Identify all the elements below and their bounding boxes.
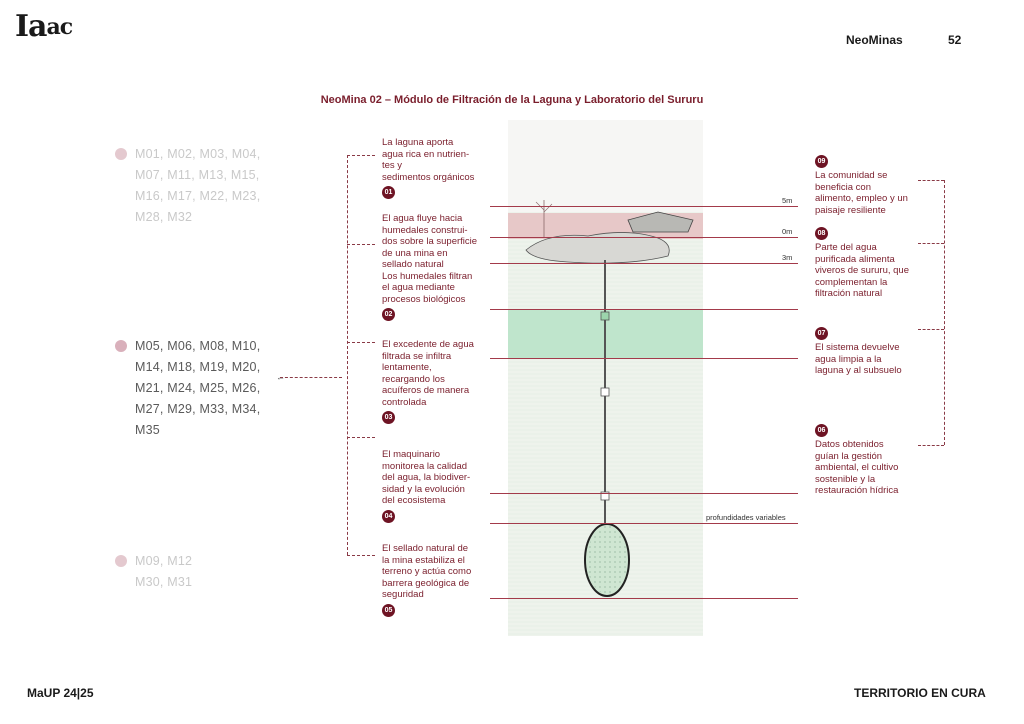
bracket-tick [347,155,375,156]
group-line: M05, M06, M08, M10, [135,339,261,353]
note-09: 09 La comunidad se beneficia con alimento, empleo y un paisaje resiliente [815,155,945,216]
step-badge: 06 [815,424,828,437]
group-dot [115,555,127,567]
cross-section-drawing [508,120,703,636]
group-line: M27, M29, M33, M34, [135,402,261,416]
page-number: 52 [948,33,962,47]
level-label-3m: 3m [782,253,793,262]
sky-area [508,120,703,212]
step-badge: 04 [382,510,395,523]
level-line-3m [490,263,798,264]
step-badge: 08 [815,227,828,240]
group-line: M07, M11, M13, M15, [135,168,260,182]
level-line-0m [490,237,798,238]
note-02: El agua fluye hacia humedales construi- dos sobre la superficie de una mina en sellado natural Los humedales filtran el agua mediante procesos biológicos 02 [382,213,497,321]
note-07: 07 El sistema devuelve agua limpia a la laguna y al subsuelo [815,327,945,377]
section-title: NeoMinas [846,33,903,47]
note-03: El excedente de agua filtrada se infiltra lentamente, recargando los acuíferos de manera controlada 03 [382,339,497,424]
diagram-title: NeoMina 02 – Módulo de Filtración de la Laguna y Laboratorio del Sururu [320,94,704,106]
sensor-icon [601,312,609,320]
left-bracket [347,155,348,555]
footer-program: MaUP 24|25 [27,686,94,700]
sensor-icon [601,388,609,396]
level-line [490,493,798,494]
bracket-tick [347,437,375,438]
note-04: El maquinario monitorea la calidad del agua, la biodiver- sidad y la evolución del ecosistema 04 [382,449,497,523]
step-badge: 02 [382,308,395,321]
step-badge: 03 [382,411,395,424]
note-01: La laguna aporta agua rica en nutrien- tes y sedimentos orgánicos 01 [382,137,497,199]
group-line: M28, M32 [135,210,193,224]
step-badge: 09 [815,155,828,168]
step-badge: 01 [382,186,395,199]
level-line-deep [490,523,798,524]
group-line: M21, M24, M25, M26, [135,381,261,395]
group-line: M16, M17, M22, M23, [135,189,261,203]
level-label-0m: 0m [782,227,793,236]
right-bracket [944,180,945,445]
step-badge: 07 [815,327,828,340]
group-dot [115,340,127,352]
level-line-5m [490,206,798,207]
group-line: M14, M18, M19, M20, [135,360,261,374]
group-connector [280,377,342,378]
level-line [490,358,798,359]
note-06: 06 Datos obtenidos guían la gestión ambiental, el cultivo sostenible y la restauración hídrica [815,424,945,497]
level-line [490,598,798,599]
level-line [490,309,798,310]
bracket-tick [347,342,375,343]
group-line: M09, M12 [135,554,193,568]
arrow-left-icon: ← [276,372,285,382]
level-label-5m: 5m [782,196,793,205]
group-dot [115,148,127,160]
step-badge: 05 [382,604,395,617]
section-column [508,120,703,636]
bracket-tick [347,555,375,556]
note-08: 08 Parte del agua purificada alimenta viveros de sururu, que complementan la filtración natural [815,227,945,300]
note-05: El sellado natural de la mina estabiliza el terreno y actúa como barrera geológica de seguridad 05 [382,543,497,617]
iaac-logo: $Ia^{ac}$ [15,9,73,44]
group-line: M35 [135,423,160,437]
bracket-tick [347,244,375,245]
group-line: M30, M31 [135,575,193,589]
group-line: M01, M02, M03, M04, [135,147,261,161]
level-label-deep: profundidades variables [706,513,786,522]
footer-section: TERRITORIO EN CURA [854,686,986,700]
